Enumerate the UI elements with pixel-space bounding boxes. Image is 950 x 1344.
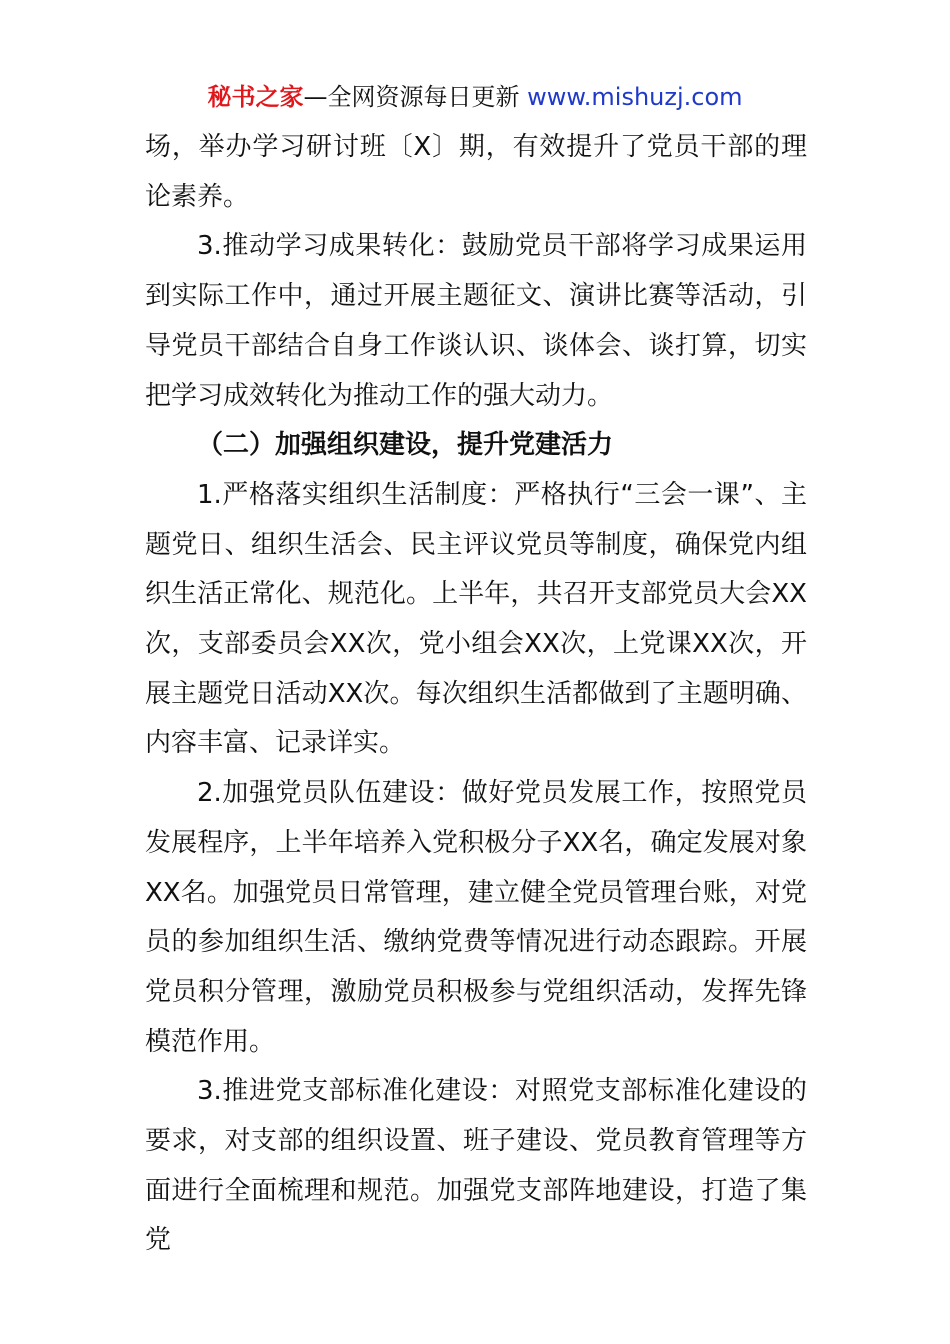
paragraph-item-2-member-team: 2.加强党员队伍建设：做好党员发展工作，按照党员发展程序，上半年培养入党积极分子XX名，确定发展对象XX名。加强党员日常管理，建立健全党员管理台账，对党员的参加组织生活、缴纳党费等情况进行动态跟踪。开展党员积分管理，激励党员积极参与党组织活动，发挥先锋模范作用。 (145, 778, 807, 1057)
paragraph-item-3-branch-standardization: 3.推进党支部标准化建设：对照党支部标准化建设的要求，对支部的组织设置、班子建设、党员教育管理等方面进行全面梳理和规范。加强党支部阵地建设，打造了集党 (145, 1076, 807, 1256)
section-heading-organization: （二）加强组织建设，提升党建活力 (197, 430, 614, 461)
document-body (145, 123, 807, 1266)
site-url-link[interactable]: www.mishuzj.com (527, 83, 743, 111)
paragraph-continuation: 场，举办学习研讨班〔X〕期，有效提升了党员干部的理论素养。 (145, 132, 807, 212)
paragraph-item-1-organization-life: 1.严格落实组织生活制度：严格执行“三会一课”、主题党日、组织生活会、民主评议党员等制度，确保党内组织生活正常化、规范化。上半年，共召开支部党员大会XX次，支部委员会XX次，党小组会XX次，上党课XX次，开展主题党日活动XX次。每次组织生活都做到了主题明确、内容丰富、记录详实。 (145, 479, 807, 759)
site-header (0, 80, 950, 114)
site-tagline: —全网资源每日更新 (303, 83, 528, 111)
site-brand: 秘书之家 (207, 83, 304, 111)
paragraph-item-3-learning-results: 3.推动学习成果转化：鼓励党员干部将学习成果运用到实际工作中，通过开展主题征文、演讲比赛等活动，引导党员干部结合自身工作谈认识、谈体会、谈打算，切实把学习成效转化为推动工作的强大动力。 (145, 231, 807, 411)
